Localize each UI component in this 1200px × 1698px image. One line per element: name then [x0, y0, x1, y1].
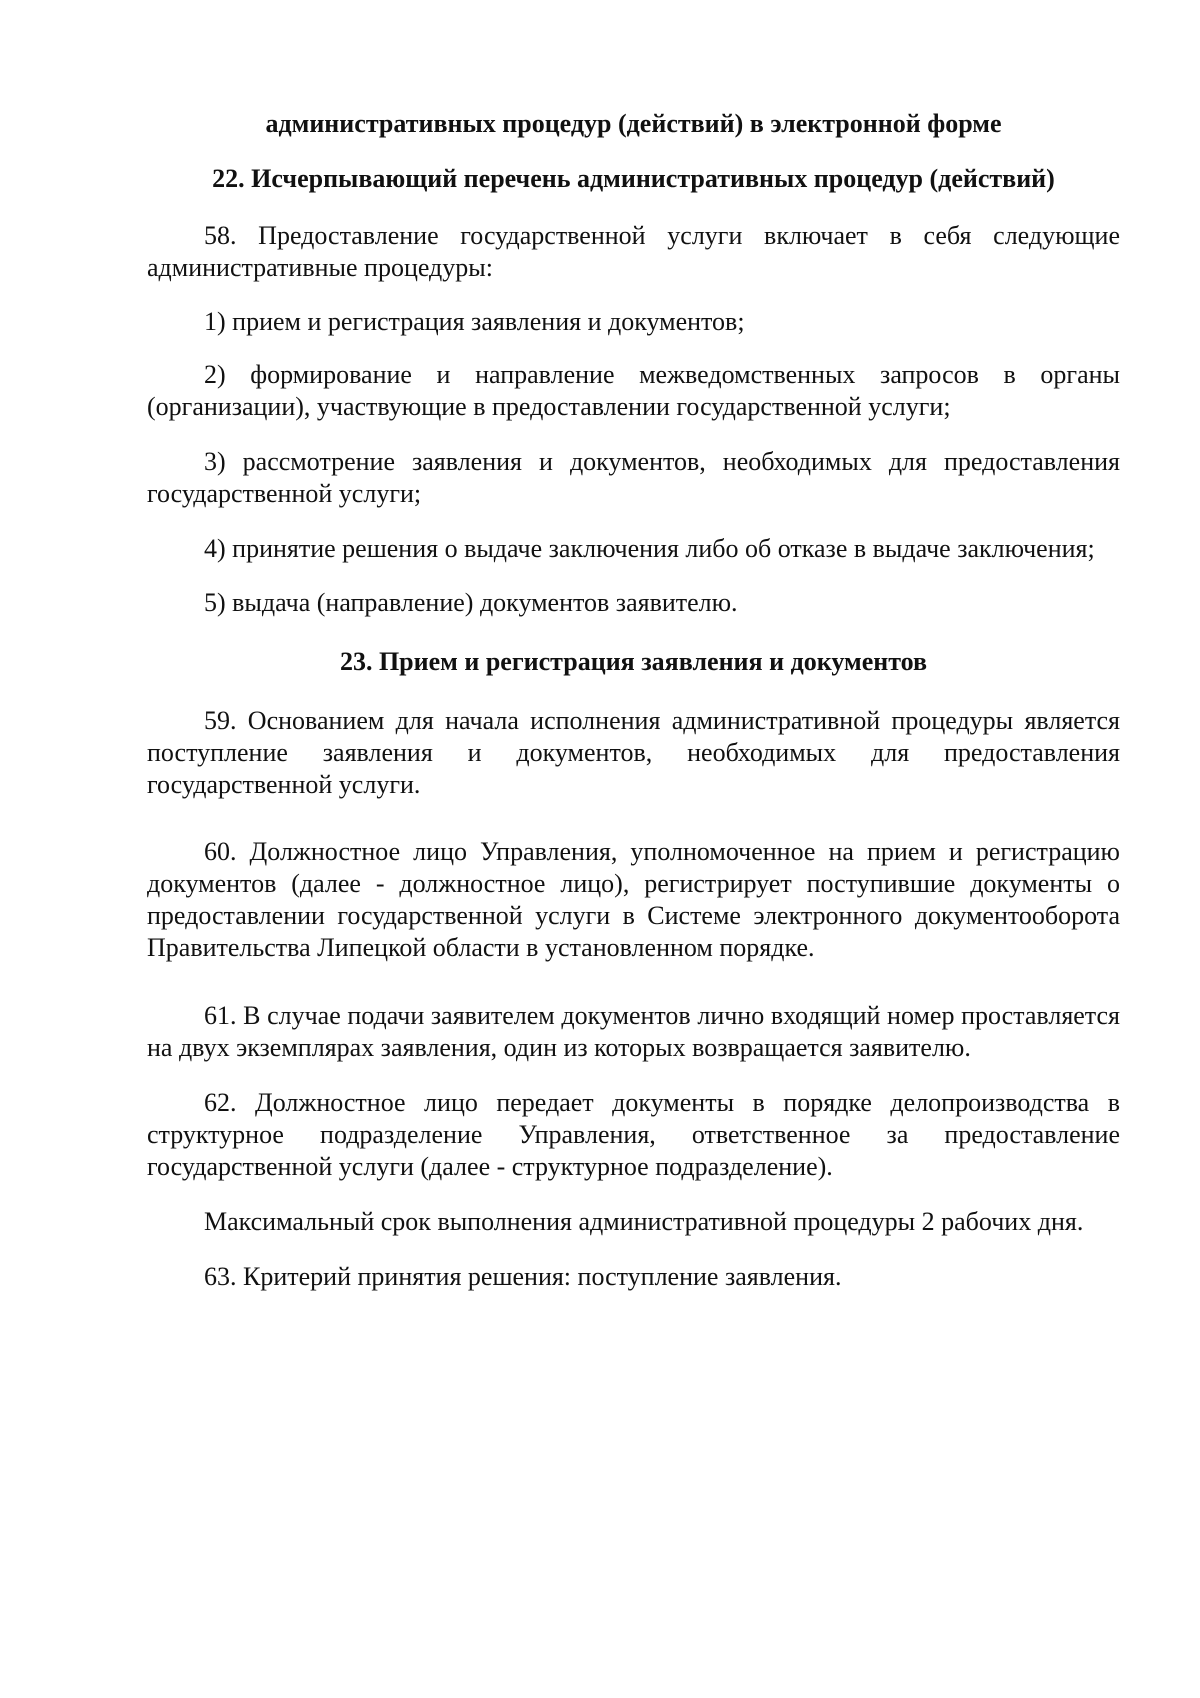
paragraph-60: 60. Должностное лицо Управления, уполномоченное на прием и регистрацию документов (далее - должностное лицо), регистрирует поступившие документы о предоставлении государственной услуги в Системе электронного документооборота Правительства Липецкой области в установленном порядке.: [147, 837, 1120, 962]
paragraph-max-term: Максимальный срок выполнения административной процедуры 2 рабочих дня.: [204, 1207, 1084, 1236]
heading-top: административных процедур (действий) в электронной форме: [265, 109, 1002, 138]
paragraph-62: 62. Должностное лицо передает документы в порядке делопроизводства в структурное подразделение Управления, ответственное за предоставление государственной услуги (далее - структурное подразделение).: [147, 1088, 1120, 1181]
section-22-title: 22. Исчерпывающий перечень административных процедур (действий): [212, 164, 1055, 193]
list-item: 4) принятие решения о выдаче заключения либо об отказе в выдаче заключения;: [204, 534, 1095, 563]
document-body: [147, 108, 1120, 1293]
list-item: 5) выдача (направление) документов заявителю.: [204, 588, 738, 617]
paragraph-58: 58. Предоставление государственной услуги включает в себя следующие административные процедуры:: [147, 221, 1120, 282]
paragraph-59: 59. Основанием для начала исполнения административной процедуры является поступление заявления и документов, необходимых для предоставления государственной услуги.: [147, 706, 1120, 799]
paragraph-61: 61. В случае подачи заявителем документов лично входящий номер проставляется на двух экземплярах заявления, один из которых возвращается заявителю.: [147, 1001, 1120, 1062]
paragraph-63: 63. Критерий принятия решения: поступление заявления.: [204, 1262, 842, 1291]
list-item: 1) прием и регистрация заявления и документов;: [204, 307, 745, 336]
section-23-title: 23. Прием и регистрация заявления и документов: [339, 647, 928, 676]
list-item: 2) формирование и направление межведомственных запросов в органы (организации), участвующие в предоставлении государственной услуги;: [147, 360, 1120, 421]
list-item: 3) рассмотрение заявления и документов, необходимых для предоставления государственной услуги;: [147, 447, 1120, 508]
